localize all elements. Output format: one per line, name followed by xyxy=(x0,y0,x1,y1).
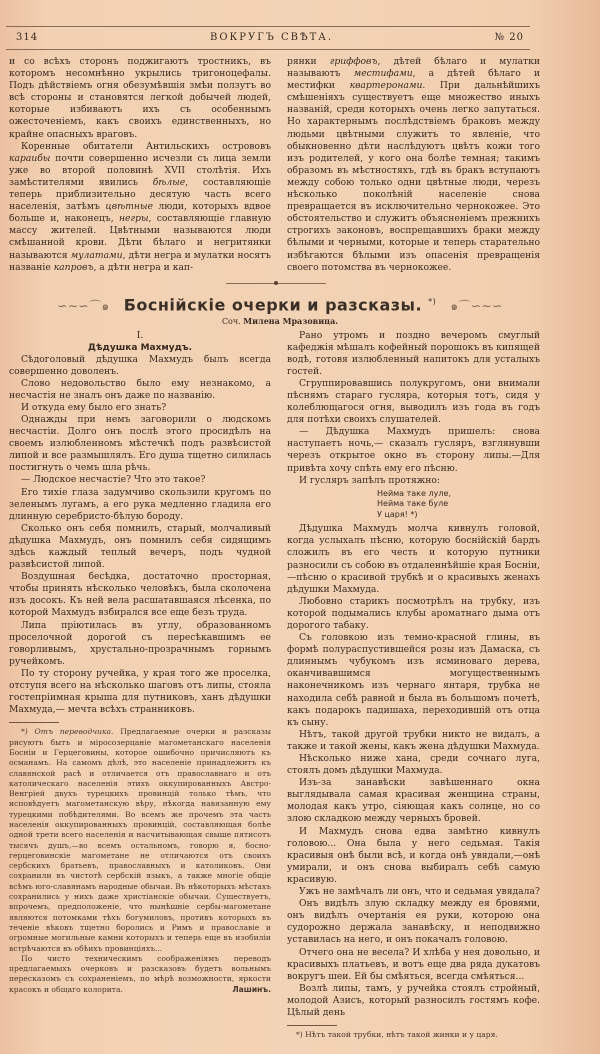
translator-label: *) Отъ переводчика. xyxy=(21,727,114,737)
article-columns xyxy=(0,330,600,1041)
paragraph: Онъ видѣлъ злую складку между ея бровями, онъ видѣлъ очертанія ея руки, которою она судорожно держала занавѣску, и неподвижно уставилась на него, и онъ покачалъ головою. xyxy=(287,898,540,946)
article-right-paragraphs-after-verse xyxy=(287,523,540,1019)
verse-footnote: *) Нѣтъ такой трубки, нѣтъ такой жинки и у царя. xyxy=(296,1030,498,1040)
journal-title: ВОКРУГЪ СВѢТА. xyxy=(210,32,334,43)
running-header-block xyxy=(0,0,600,50)
paragraph: Коренные обитатели Антильскихъ острововъ карaибы почти совершенно исчезли съ лица земли уже во второй половинѣ XVII столѣтія. Ихъ замѣстителями явились бѣлые, составляющіе теперь приблизительно десятую часть всего населенія, затѣмъ цвѣтные люди, которыхъ вдвое больше и, наконецъ, негры, составляющіе главную массу жителей. Цвѣтными называются люди смѣшанной крови. Дѣти бѣлаго и негритянки называются мулатами, дѣти негра и мулатки носятъ названіе капровъ, а дѣти негра и кап- xyxy=(9,140,271,273)
paragraph: Однажды при немъ заговорили о людскомъ несчастіи. Долго онъ послѣ этого просидѣлъ на своемъ излюбленномъ мѣстечкѣ подъ развѣсистой липой и все размышлялъ. Его душа тщетно силилась постигнуть о чемъ шла рѣчь. xyxy=(9,413,271,474)
paragraph: — Людское несчастіе? Что это такое? xyxy=(21,474,206,486)
article-author xyxy=(0,316,600,327)
translator-signature: Лашинъ. xyxy=(232,984,271,994)
paragraph: По ту сторону ручейка, у края того же проселка, отступя всего на нѣсколько шаговъ отъ липы, стояла гостепріимная крыша для путниковъ, ханъ дѣдушки Махмуда,— мечта всѣхъ странниковъ. xyxy=(9,667,271,716)
paragraph: Липа пріютилась въ углу, образованномъ проселочной дорогой съ пересѣкавшимъ ее говорливымъ, хрустально-прозрачнымъ горнымъ ручейкомъ. xyxy=(9,619,271,667)
paragraph: — Дѣдушка Махмудъ пришелъ: снова наступаетъ ночь,— сказалъ гусляръ, взглянувши черезъ открытое окно въ сторону липы.—Для привѣта хочу спѣть ему его пѣсню. xyxy=(287,426,540,474)
chapter-title: Дѣдушка Махмудъ. xyxy=(87,342,193,353)
top-columns xyxy=(0,56,600,274)
paragraph: и со всѣхъ сторонъ поджигаютъ тростникъ, въ которомъ несомнѣнно укрылись тригоноцефалы. Подъ дѣйствіемъ огня обезумѣвшія змѣи ползутъ во всѣ стороны и становятся легкой добычей людей, которые избиваютъ ихъ съ особеннымъ ожесточеніемъ, какъ своихъ единственныхъ, но крайне опасныхъ враговъ. xyxy=(9,56,271,140)
article-left-stack xyxy=(9,330,271,1041)
verse-line: Неймa таке луле, xyxy=(377,488,451,498)
paragraph: И Махмудъ снова едва замѣтно кивнулъ головою... Она была у него седьмая. Такія красивыя онѣ были всѣ, и когда онѣ увядали,—онѣ умирали, и онъ снова выбиралъ себѣ самую красивую. xyxy=(287,825,540,885)
paragraph: Сѣдоголовый дѣдушка Махмудъ былъ всегда совершенно доволенъ. xyxy=(9,353,271,377)
paragraph: Нѣсколько ниже хана, среди сочнаго луга, стоялъ домъ дѣдушки Махмуда. xyxy=(287,753,540,777)
paragraph: Дѣдушка Махмудъ молча кивнулъ головой, когда услыхалъ пѣсню, которую боснійскій бардъ сложилъ въ его честь и которую путники разносили съ собою въ отдаленнѣйшіе края Босніи,—пѣсню о красивой трубкѣ и о красивыхъ женахъ дѣдушки Махмуда. xyxy=(287,523,540,595)
footnote-rule-right xyxy=(287,1025,337,1026)
author-prefix: Соч. xyxy=(221,316,241,326)
chapter-number: I. xyxy=(136,329,144,341)
paragraph: И откуда ему было его знать? xyxy=(21,401,167,413)
header-bottom-rule xyxy=(6,49,530,50)
issue-number: № 20 xyxy=(494,32,524,43)
article-left-column xyxy=(9,330,271,717)
divider-dot xyxy=(274,281,278,285)
article-left-paragraphs xyxy=(9,354,271,717)
paragraph: Слово недовольство было ему незнакомо, а несчастія не зналъ онъ даже по названію. xyxy=(9,377,271,401)
translator-note-text-2: По чисто техническимъ соображеніямъ переводъ предлагаемыхъ очерковъ и разсказовъ будетъ вольнымъ пересказомъ съ сохраненіемъ, по мѣрѣ возможности, яркости красокъ и общаго колорита. xyxy=(9,953,271,994)
paragraph: Сгруппировавшись полукругомъ, они внимали пѣснямъ стараго гусляра, которыя тотъ, сидя у колеблющагося огня, выводилъ изъ года въ годъ для потѣхи своихъ слушателей. xyxy=(287,377,540,426)
paragraph: Воздушная бесѣдка, достаточно просторная, чтобы принять нѣсколько человѣкъ, была сколочена изъ досокъ. Къ ней вела расшатавшаяся лѣсенка, по которой Махмудъ взбирался все еще безъ труда. xyxy=(9,571,271,619)
paragraph: Сколько онъ себя помнилъ, старый, молчаливый дѣдушка Махмудъ, онъ помнилъ себя сидящимъ здѣсь каждый теплый вечеръ, подъ чудной развѣсистой липой. xyxy=(9,522,271,571)
paragraph: Съ головкою изъ темно-красной глины, въ формѣ полураспустившейся розы изъ Дамаска, съ длиннымъ чубукомъ изъ ясминоваго дерева, оканчивавшимся могущественнымъ наконечникомъ изъ чернаго янтаря, трубка не находила себѣ равной и была въ большомъ почетѣ, какъ подарокъ падишаха, переходившій отъ отца къ сыну. xyxy=(287,632,540,728)
paragraph: И гусляръ запѣлъ протяжно: xyxy=(299,474,440,486)
paragraph: Его тихіе глаза задумчиво скользили кругомъ по зеленымъ лугамъ, а его рука медленно гладила его длинную серебристо-бѣлую бороду. xyxy=(9,486,271,522)
running-header xyxy=(6,27,530,49)
song-verse xyxy=(287,489,540,521)
footnote-rule-left xyxy=(9,722,59,723)
author-name: Милена Мразовица. xyxy=(243,315,339,326)
paragraph: Отчего она не весела? И хлѣба у нея довольно, и красивыхъ платьевъ, и вотъ еще два ряда дукатовъ вокругъ шеи. Ей бы смѣяться, всегда смѣяться... xyxy=(287,946,540,982)
paragraph: Возлѣ липы, тамъ, у ручейка стоялъ стройный, молодой Азисъ, который разносилъ гостямъ кофе. Цѣлый день xyxy=(287,982,540,1018)
article-title xyxy=(0,292,600,316)
page-number: 314 xyxy=(16,32,39,43)
top-left-column xyxy=(9,56,271,274)
paragraph: Нѣтъ, такой другой трубки никто не видалъ, а также и такой жены, какъ жена дѣдушки Махмуда. xyxy=(287,728,540,752)
paragraph: Любовно старикъ посмотрѣлъ на трубку, изъ которой подымались клубы ароматнаго дыма отъ дорогого табаку. xyxy=(287,595,540,631)
article-right-column xyxy=(287,330,540,1020)
article-right-paragraphs-before-verse xyxy=(287,330,540,487)
verse-line: У царя! *) xyxy=(377,509,418,519)
paragraph: Изъ-за занавѣски завѣшеннаго окна выглядывала самая красивая женщина страны, молодая какъ утро, сіяющая какъ солнце, но со злою складкою между черныхъ бровей. xyxy=(287,777,540,825)
title-footnote-mark: *) xyxy=(428,296,437,306)
top-right-column xyxy=(287,56,540,274)
section-divider xyxy=(226,280,326,286)
article-title-text: Боснійскіе очерки и разсказы. xyxy=(123,295,423,315)
left-flourish-icon: ∽∼∽⌒๑ xyxy=(57,298,110,313)
article-right-stack xyxy=(287,330,540,1041)
translator-note-text: Предлагаемые очерки и разсказы рисуютъ бытъ и міросозерцаніе магометанскаго населенія Босніи и Герцеговины, которое ошибочно причисляютъ къ османамъ. На самомъ дѣлѣ, это населеніе принадлежитъ къ славянской расѣ и отличается отъ православнаго и отъ католическаго населенія этихъ оккупированныхъ Австро-Венгріей двухъ турецкихъ провинцій только тѣмъ, что исповѣдуетъ магометанскую вѣру, нѣкогда навязанную ему турецкими побѣдителями. Во всемъ же прочемъ эта часть населенія оккупированныхъ провинцій, составляющая болѣе одной трети всего населенія и насчитывающая свыше пятисотъ тысячъ душъ,—во всемъ остальномъ, говорю я, босно-герцеговинскіе магометане не отличаются отъ своихъ сербскихъ братьевъ, православныхъ и католиковъ. Они сохранили въ чистотѣ сербскій языкъ, а также многіе общіе всѣмъ юго-славянамъ народные обычаи. Въ нѣкоторыхъ мѣстахъ сохранились у нихъ даже христіанскіе обычаи. Существуетъ, впрочемъ, предположеніе, что нынѣшніе сербы-магометане являются потомками тѣхъ богумиловъ, противъ которыхъ въ теченіе вѣковъ тщетно боролись и Римъ и православіе и огромные могильные камни которыхъ и теперь еще въ изобиліи встрѣчаются въ обѣихъ провинціяхъ... xyxy=(9,727,271,953)
right-flourish-icon: ๑⌒∽∼∽ xyxy=(450,298,503,313)
paragraph: Рано утромъ и поздно вечеромъ смуглый кафеджія мѣшалъ кофейный порошокъ въ кипящей водѣ, готовя излюбленный напитокъ для усталыхъ гостей. xyxy=(287,329,540,377)
translator-footnote xyxy=(9,727,271,995)
paragraph: Ужъ не замѣчалъ ли онъ, что и седьмая увядала? xyxy=(299,886,540,898)
verse-line: Нейма таке буле xyxy=(377,499,449,509)
paragraph: рянки гриффовъ, дѣтей бѣлаго и мулатки называютъ местифами, а дѣтей бѣлаго и местифки квартеронами. При дальнѣйшихъ смѣшеніяхъ существуетъ еще множество иныхъ названій, среди которыхъ очень легко запутаться. Но характернымъ послѣдствіемъ браковъ между людьми цвѣтными служитъ то явленіе, что обыкновенно дѣти наслѣдуютъ цвѣтъ кожи того изъ родителей, у кого она болѣе темная; такимъ образомъ въ мѣстностяхъ, гдѣ въ бракъ вступаютъ между собою только одни цвѣтные люди, черезъ нѣсколько поколѣній населеніе снова превращается въ исключительно чернокожее. Это обстоятельство и служитъ объясненіемъ прежнихъ строгихъ законовъ, воспрещавшихъ браки между бѣлыми и черными, которые и теперь старательно избѣгаются бѣлыми изъ опасенія превращенія своего потомства въ чернокожее. xyxy=(287,56,540,273)
